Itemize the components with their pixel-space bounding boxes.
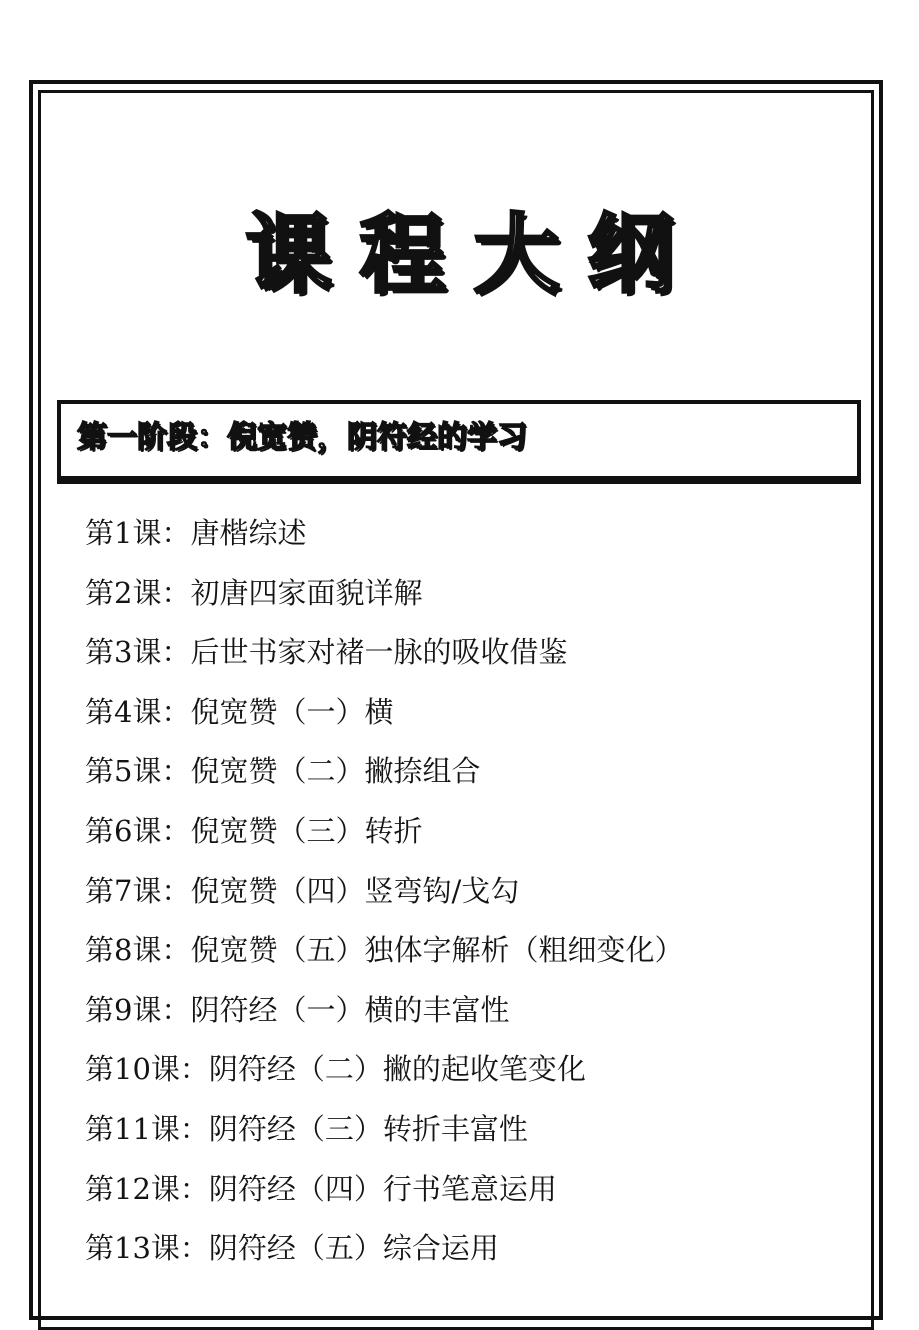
lesson-item-10: 第10课：阴符经（二）撇的起收笔变化 — [85, 1052, 586, 1087]
lesson-item-4: 第4课：倪宽赞（一）横 — [85, 694, 394, 729]
lesson-item-3: 第3课：后世书家对褚一脉的吸收借鉴 — [85, 635, 568, 670]
lesson-item-1: 第1课：唐楷综述 — [85, 516, 307, 550]
lesson-item-12: 第12课：阴符经（四）行书笔意运用 — [85, 1171, 557, 1206]
stage-heading: 第一阶段：倪宽赞，阴符经的学习 — [77, 420, 527, 455]
lesson-item-6: 第6课：倪宽赞（三）转折 — [85, 813, 423, 848]
lesson-item-2: 第2课：初唐四家面貌详解 — [85, 575, 423, 610]
page-title: 课程大纲 — [245, 204, 702, 305]
lesson-item-13: 第13课：阴符经（五）综合运用 — [85, 1231, 499, 1266]
lesson-item-5: 第5课：倪宽赞（二）撇捺组合 — [85, 754, 481, 789]
lesson-item-7: 第7课：倪宽赞（四）竖弯钩/戈勾 — [85, 873, 520, 908]
lesson-list — [85, 505, 683, 1280]
stage-heading-box — [57, 400, 861, 480]
lesson-item-9: 第9课：阴符经（一）横的丰富性 — [85, 992, 510, 1027]
lesson-item-11: 第11课：阴符经（三）转折丰富性 — [85, 1111, 528, 1146]
lesson-item-8: 第8课：倪宽赞（五）独体字解析（粗细变化） — [85, 933, 684, 968]
